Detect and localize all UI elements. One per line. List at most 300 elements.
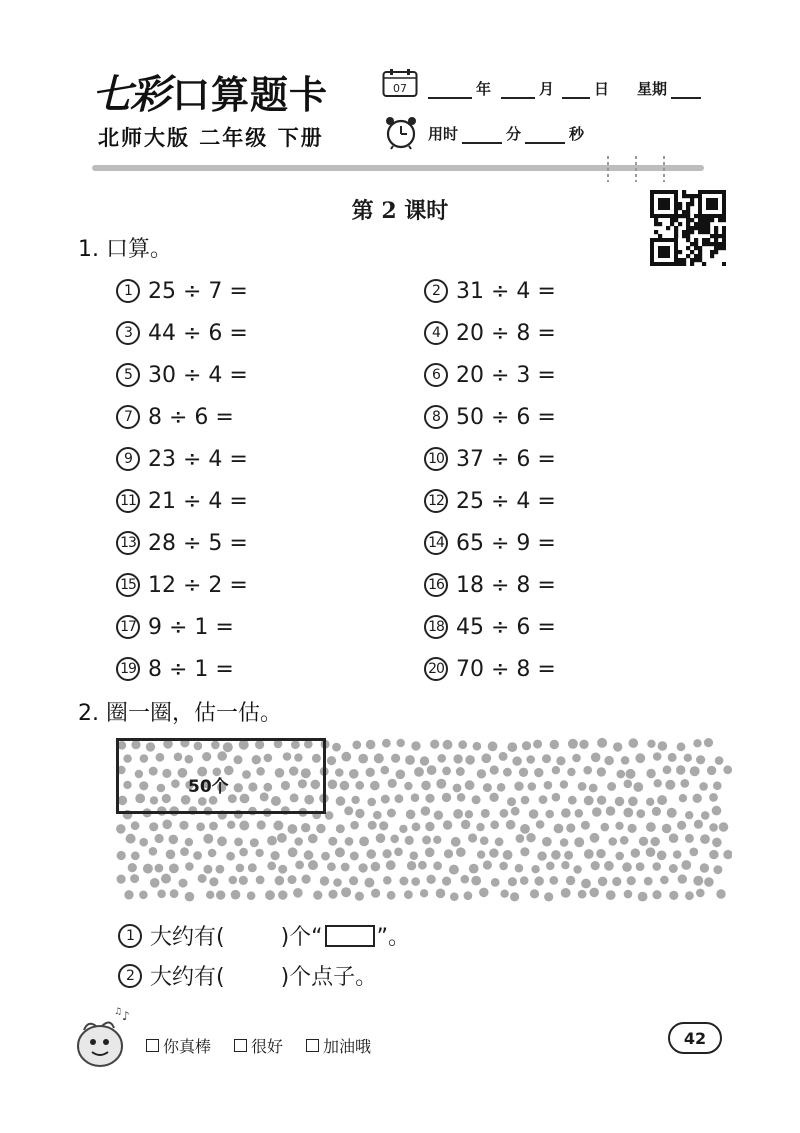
problem-expression: 25 ÷ 7 = bbox=[148, 278, 248, 304]
dot bbox=[418, 861, 427, 870]
dot bbox=[458, 740, 467, 749]
dot bbox=[715, 756, 724, 765]
dot bbox=[351, 796, 359, 804]
question-2-prefix: 大约有( bbox=[150, 965, 225, 990]
day-blank[interactable] bbox=[562, 81, 590, 99]
problem-expression: 37 ÷ 6 = bbox=[456, 446, 556, 472]
eval-option-great[interactable] bbox=[146, 1034, 211, 1057]
problem-item bbox=[116, 360, 248, 390]
dot bbox=[677, 821, 686, 830]
dot bbox=[471, 876, 481, 886]
dot bbox=[450, 892, 459, 901]
dot bbox=[349, 769, 359, 779]
dot bbox=[216, 890, 225, 899]
dot bbox=[465, 755, 475, 765]
dot bbox=[510, 892, 519, 901]
problem-item bbox=[424, 570, 556, 600]
dot bbox=[420, 756, 429, 765]
dot bbox=[349, 876, 358, 885]
problem-expression: 20 ÷ 8 = bbox=[456, 320, 556, 346]
dot bbox=[623, 808, 633, 818]
dot bbox=[308, 860, 318, 870]
dot bbox=[387, 891, 396, 900]
dot bbox=[328, 890, 337, 899]
dot bbox=[382, 739, 391, 748]
dot bbox=[162, 820, 172, 830]
dot bbox=[278, 890, 287, 899]
eval-label: 加油哦 bbox=[323, 1037, 372, 1056]
dot bbox=[679, 794, 687, 802]
dot bbox=[539, 795, 548, 804]
brand-script: 七彩 bbox=[92, 70, 168, 118]
dot bbox=[442, 767, 451, 776]
dot bbox=[139, 838, 148, 847]
problem-item bbox=[116, 402, 234, 432]
dot bbox=[685, 891, 694, 900]
header-divider bbox=[92, 165, 704, 171]
month-blank[interactable] bbox=[501, 81, 535, 99]
dot bbox=[155, 864, 164, 873]
dot bbox=[374, 753, 384, 763]
problem-number: 9 bbox=[116, 447, 140, 471]
dot bbox=[394, 848, 403, 857]
dot bbox=[433, 836, 441, 844]
question-1-suffix: ”。 bbox=[376, 925, 410, 950]
dot bbox=[592, 807, 602, 817]
dot bbox=[530, 889, 539, 898]
dot bbox=[332, 743, 341, 752]
dot bbox=[367, 798, 376, 807]
dot bbox=[552, 793, 561, 802]
dot bbox=[624, 890, 633, 899]
minutes-blank[interactable] bbox=[462, 126, 502, 144]
dot bbox=[500, 890, 508, 898]
dot bbox=[196, 822, 205, 831]
dot bbox=[226, 852, 235, 861]
problem-expression: 30 ÷ 4 = bbox=[148, 362, 248, 388]
qr-code-icon[interactable] bbox=[650, 190, 726, 266]
month-label: 月 bbox=[539, 80, 555, 98]
dot bbox=[216, 865, 225, 874]
dot bbox=[499, 752, 508, 761]
dot bbox=[411, 793, 420, 802]
dot bbox=[193, 851, 202, 860]
dot bbox=[551, 850, 561, 860]
dot bbox=[328, 837, 337, 846]
dot bbox=[295, 861, 304, 870]
dot bbox=[713, 865, 722, 874]
dot bbox=[469, 864, 479, 874]
dot bbox=[646, 822, 656, 832]
checkbox[interactable] bbox=[306, 1039, 319, 1052]
dot bbox=[179, 879, 188, 888]
dot bbox=[566, 876, 575, 885]
dot bbox=[386, 860, 396, 870]
weekday-label: 星期 bbox=[637, 80, 668, 98]
dot bbox=[512, 756, 521, 765]
dot bbox=[693, 876, 703, 886]
dot bbox=[635, 753, 645, 763]
dot bbox=[621, 756, 630, 765]
dot bbox=[302, 875, 311, 884]
dot bbox=[468, 833, 477, 842]
problem-expression: 28 ÷ 5 = bbox=[148, 530, 248, 556]
dot bbox=[638, 892, 648, 902]
problem-expression: 8 ÷ 6 = bbox=[148, 404, 234, 430]
dot bbox=[709, 850, 718, 859]
dot bbox=[345, 837, 354, 846]
dot bbox=[583, 766, 592, 775]
dot bbox=[533, 740, 542, 749]
dot bbox=[239, 876, 248, 885]
dot bbox=[341, 752, 351, 762]
dot bbox=[653, 752, 662, 761]
dot bbox=[481, 753, 491, 763]
problem-number: 7 bbox=[116, 405, 140, 429]
dot bbox=[208, 849, 217, 858]
dot bbox=[597, 767, 606, 776]
dot bbox=[573, 865, 581, 873]
dot bbox=[723, 850, 732, 859]
dot bbox=[489, 848, 498, 857]
dot bbox=[694, 820, 703, 829]
dot bbox=[646, 769, 655, 778]
dot bbox=[277, 833, 287, 843]
dot bbox=[546, 862, 555, 871]
dot bbox=[304, 850, 314, 860]
dot bbox=[247, 891, 256, 900]
dot bbox=[267, 836, 277, 846]
problem-expression: 12 ÷ 2 = bbox=[148, 572, 248, 598]
dot bbox=[701, 811, 710, 820]
problem-item bbox=[116, 612, 234, 642]
eval-option-keep-going[interactable] bbox=[306, 1034, 371, 1057]
dot bbox=[203, 865, 212, 874]
dot bbox=[453, 754, 462, 763]
dot bbox=[397, 739, 405, 747]
dot bbox=[581, 821, 590, 830]
problem-number: 20 bbox=[424, 657, 448, 681]
dot bbox=[169, 864, 179, 874]
dot bbox=[647, 740, 655, 748]
dot bbox=[451, 837, 461, 847]
dot bbox=[596, 849, 605, 858]
section-2-title: 2. 圈一圈，估一估。 bbox=[78, 701, 282, 726]
dot bbox=[442, 793, 451, 802]
dot bbox=[678, 874, 687, 883]
dot bbox=[255, 849, 263, 857]
dot bbox=[696, 755, 705, 764]
dot bbox=[707, 766, 716, 775]
dot bbox=[693, 794, 702, 803]
dot bbox=[537, 851, 546, 860]
dot bbox=[704, 738, 713, 747]
dot bbox=[161, 874, 171, 884]
calendar-icon bbox=[382, 68, 418, 98]
dot bbox=[425, 794, 434, 803]
dot bbox=[622, 862, 632, 872]
dot bbox=[449, 865, 459, 875]
sample-label: 50个 bbox=[188, 777, 229, 797]
dot bbox=[568, 739, 578, 749]
problem-expression: 45 ÷ 6 = bbox=[456, 614, 556, 640]
dot bbox=[328, 780, 338, 790]
dot bbox=[499, 862, 508, 871]
dot bbox=[584, 849, 594, 859]
dot bbox=[542, 837, 552, 847]
problem-number: 17 bbox=[116, 615, 140, 639]
dot bbox=[166, 850, 176, 860]
problem-item bbox=[424, 612, 556, 642]
dot bbox=[457, 793, 466, 802]
calendar-day: 07 bbox=[393, 82, 407, 95]
problem-item bbox=[424, 318, 556, 348]
dot bbox=[713, 781, 722, 790]
dot bbox=[481, 809, 490, 818]
dot bbox=[657, 795, 667, 805]
checkbox[interactable] bbox=[146, 1039, 159, 1052]
problem-number: 4 bbox=[424, 321, 448, 345]
dot bbox=[591, 753, 601, 763]
dot bbox=[564, 851, 573, 860]
dot bbox=[572, 754, 581, 763]
dot bbox=[316, 824, 325, 833]
checkbox[interactable] bbox=[234, 1039, 247, 1052]
dot bbox=[636, 809, 645, 818]
dot bbox=[395, 794, 404, 803]
dot bbox=[288, 875, 297, 884]
problem-number: 14 bbox=[424, 531, 448, 555]
page-number: 42 bbox=[668, 1022, 722, 1054]
dot bbox=[149, 822, 158, 831]
dot bbox=[712, 838, 722, 848]
dot bbox=[359, 837, 369, 847]
dot bbox=[344, 806, 353, 815]
mascot-icon bbox=[70, 1006, 136, 1072]
dot bbox=[591, 861, 600, 870]
dot bbox=[288, 824, 298, 834]
problem-number: 1 bbox=[116, 279, 140, 303]
eval-option-good[interactable] bbox=[234, 1034, 283, 1057]
dot bbox=[131, 821, 140, 830]
box-symbol bbox=[325, 925, 375, 947]
dot bbox=[719, 822, 729, 832]
dot bbox=[465, 810, 473, 818]
dot bbox=[716, 889, 725, 898]
dot bbox=[473, 742, 482, 751]
dot bbox=[526, 833, 535, 842]
dot bbox=[535, 876, 544, 885]
dot bbox=[522, 741, 531, 750]
dot bbox=[327, 862, 336, 871]
dot bbox=[520, 824, 530, 834]
dot bbox=[185, 862, 194, 871]
dot bbox=[617, 770, 626, 779]
problem-number: 16 bbox=[424, 573, 448, 597]
dot bbox=[350, 821, 359, 830]
question-number: 2 bbox=[118, 964, 142, 988]
dot bbox=[336, 824, 345, 833]
dot bbox=[490, 765, 499, 774]
dot bbox=[597, 796, 606, 805]
dot bbox=[124, 890, 133, 899]
dot bbox=[561, 888, 571, 898]
date-fields bbox=[428, 78, 701, 99]
dot bbox=[301, 823, 310, 832]
dot bbox=[514, 782, 523, 791]
dot bbox=[578, 782, 587, 791]
dot bbox=[483, 783, 492, 792]
dot bbox=[542, 754, 551, 763]
dot bbox=[273, 821, 283, 831]
problem-item bbox=[424, 528, 556, 558]
dot bbox=[579, 740, 588, 749]
dot bbox=[436, 779, 446, 789]
dot bbox=[453, 784, 462, 793]
dot bbox=[371, 889, 380, 898]
dot bbox=[407, 861, 416, 870]
question-1-prefix: 大约有( bbox=[150, 925, 225, 950]
dot bbox=[615, 852, 624, 861]
dot bbox=[180, 847, 189, 856]
problem-expression: 18 ÷ 8 = bbox=[456, 572, 556, 598]
dot bbox=[519, 768, 528, 777]
dot bbox=[628, 824, 637, 833]
dot bbox=[383, 876, 392, 885]
dot bbox=[560, 838, 569, 847]
problem-expression: 8 ÷ 1 = bbox=[148, 656, 234, 682]
dot bbox=[399, 825, 407, 833]
problem-item bbox=[424, 402, 556, 432]
dot bbox=[405, 836, 414, 845]
dot bbox=[472, 795, 481, 804]
dot bbox=[690, 766, 700, 776]
dot bbox=[231, 890, 241, 900]
dot bbox=[411, 877, 420, 886]
dot bbox=[444, 849, 453, 858]
dot bbox=[680, 779, 689, 788]
dot bbox=[426, 875, 435, 884]
dot bbox=[644, 877, 653, 886]
dot bbox=[381, 766, 390, 775]
dot bbox=[368, 821, 377, 830]
dot bbox=[381, 795, 390, 804]
dot bbox=[169, 835, 179, 845]
problem-number: 19 bbox=[116, 657, 140, 681]
dot bbox=[511, 807, 520, 816]
dot bbox=[464, 891, 473, 900]
problem-expression: 31 ÷ 4 = bbox=[456, 278, 556, 304]
dot bbox=[387, 809, 396, 818]
dot bbox=[209, 822, 218, 831]
dot bbox=[515, 864, 524, 873]
dot bbox=[333, 878, 342, 887]
dot bbox=[391, 754, 400, 763]
problem-expression: 44 ÷ 6 = bbox=[148, 320, 248, 346]
dot bbox=[589, 784, 598, 793]
dot bbox=[206, 891, 214, 899]
dot bbox=[699, 782, 708, 791]
dot bbox=[421, 806, 431, 816]
dot bbox=[560, 780, 568, 788]
dot bbox=[606, 806, 616, 816]
dot bbox=[456, 767, 465, 776]
dot bbox=[376, 833, 386, 843]
dot bbox=[149, 847, 158, 856]
dot bbox=[434, 811, 443, 820]
dot bbox=[371, 862, 381, 872]
dot bbox=[336, 796, 346, 806]
dot bbox=[606, 890, 616, 900]
dot bbox=[341, 887, 351, 897]
dot bbox=[239, 821, 249, 831]
dot bbox=[685, 811, 693, 819]
question-1-mid: )个“ bbox=[280, 925, 323, 950]
estimate-question-2 bbox=[118, 960, 377, 991]
dot bbox=[652, 862, 661, 871]
dot bbox=[479, 888, 489, 898]
dot bbox=[556, 756, 565, 765]
dot bbox=[700, 863, 709, 872]
problem-expression: 21 ÷ 4 = bbox=[148, 488, 248, 514]
dot bbox=[581, 879, 591, 889]
year-label: 年 bbox=[476, 80, 492, 98]
dot bbox=[601, 823, 610, 832]
dot bbox=[436, 889, 446, 899]
dot bbox=[633, 782, 643, 792]
year-blank[interactable] bbox=[428, 81, 472, 99]
dot bbox=[341, 863, 350, 872]
dot bbox=[366, 768, 375, 777]
dot bbox=[668, 753, 677, 762]
seconds-blank[interactable] bbox=[525, 126, 565, 144]
dot bbox=[265, 890, 275, 900]
problem-number: 18 bbox=[424, 615, 448, 639]
dot bbox=[608, 837, 617, 846]
dot bbox=[550, 740, 559, 749]
dot bbox=[620, 836, 629, 845]
dot bbox=[209, 877, 218, 886]
dot bbox=[561, 861, 569, 869]
dot bbox=[521, 796, 530, 805]
problem-number: 15 bbox=[116, 573, 140, 597]
dot bbox=[658, 741, 668, 751]
problem-item bbox=[424, 486, 556, 516]
weekday-blank[interactable] bbox=[671, 81, 701, 99]
problem-number: 3 bbox=[116, 321, 140, 345]
divider-decoration bbox=[606, 156, 610, 182]
dot bbox=[390, 835, 399, 844]
dot bbox=[544, 892, 553, 901]
dot bbox=[652, 890, 661, 899]
dot bbox=[116, 824, 126, 834]
dot bbox=[497, 783, 506, 792]
dot bbox=[352, 741, 361, 750]
problem-expression: 65 ÷ 9 = bbox=[456, 530, 556, 556]
svg-text:♫: ♫ bbox=[114, 1007, 123, 1017]
dot bbox=[549, 876, 558, 885]
dot bbox=[370, 781, 380, 791]
dot bbox=[257, 820, 266, 829]
dot bbox=[568, 796, 577, 805]
dot bbox=[500, 809, 509, 818]
problem-item bbox=[424, 360, 556, 390]
dot bbox=[712, 806, 722, 816]
dot bbox=[531, 865, 539, 873]
dot bbox=[507, 742, 517, 752]
dot bbox=[465, 780, 475, 790]
problem-number: 6 bbox=[424, 363, 448, 387]
